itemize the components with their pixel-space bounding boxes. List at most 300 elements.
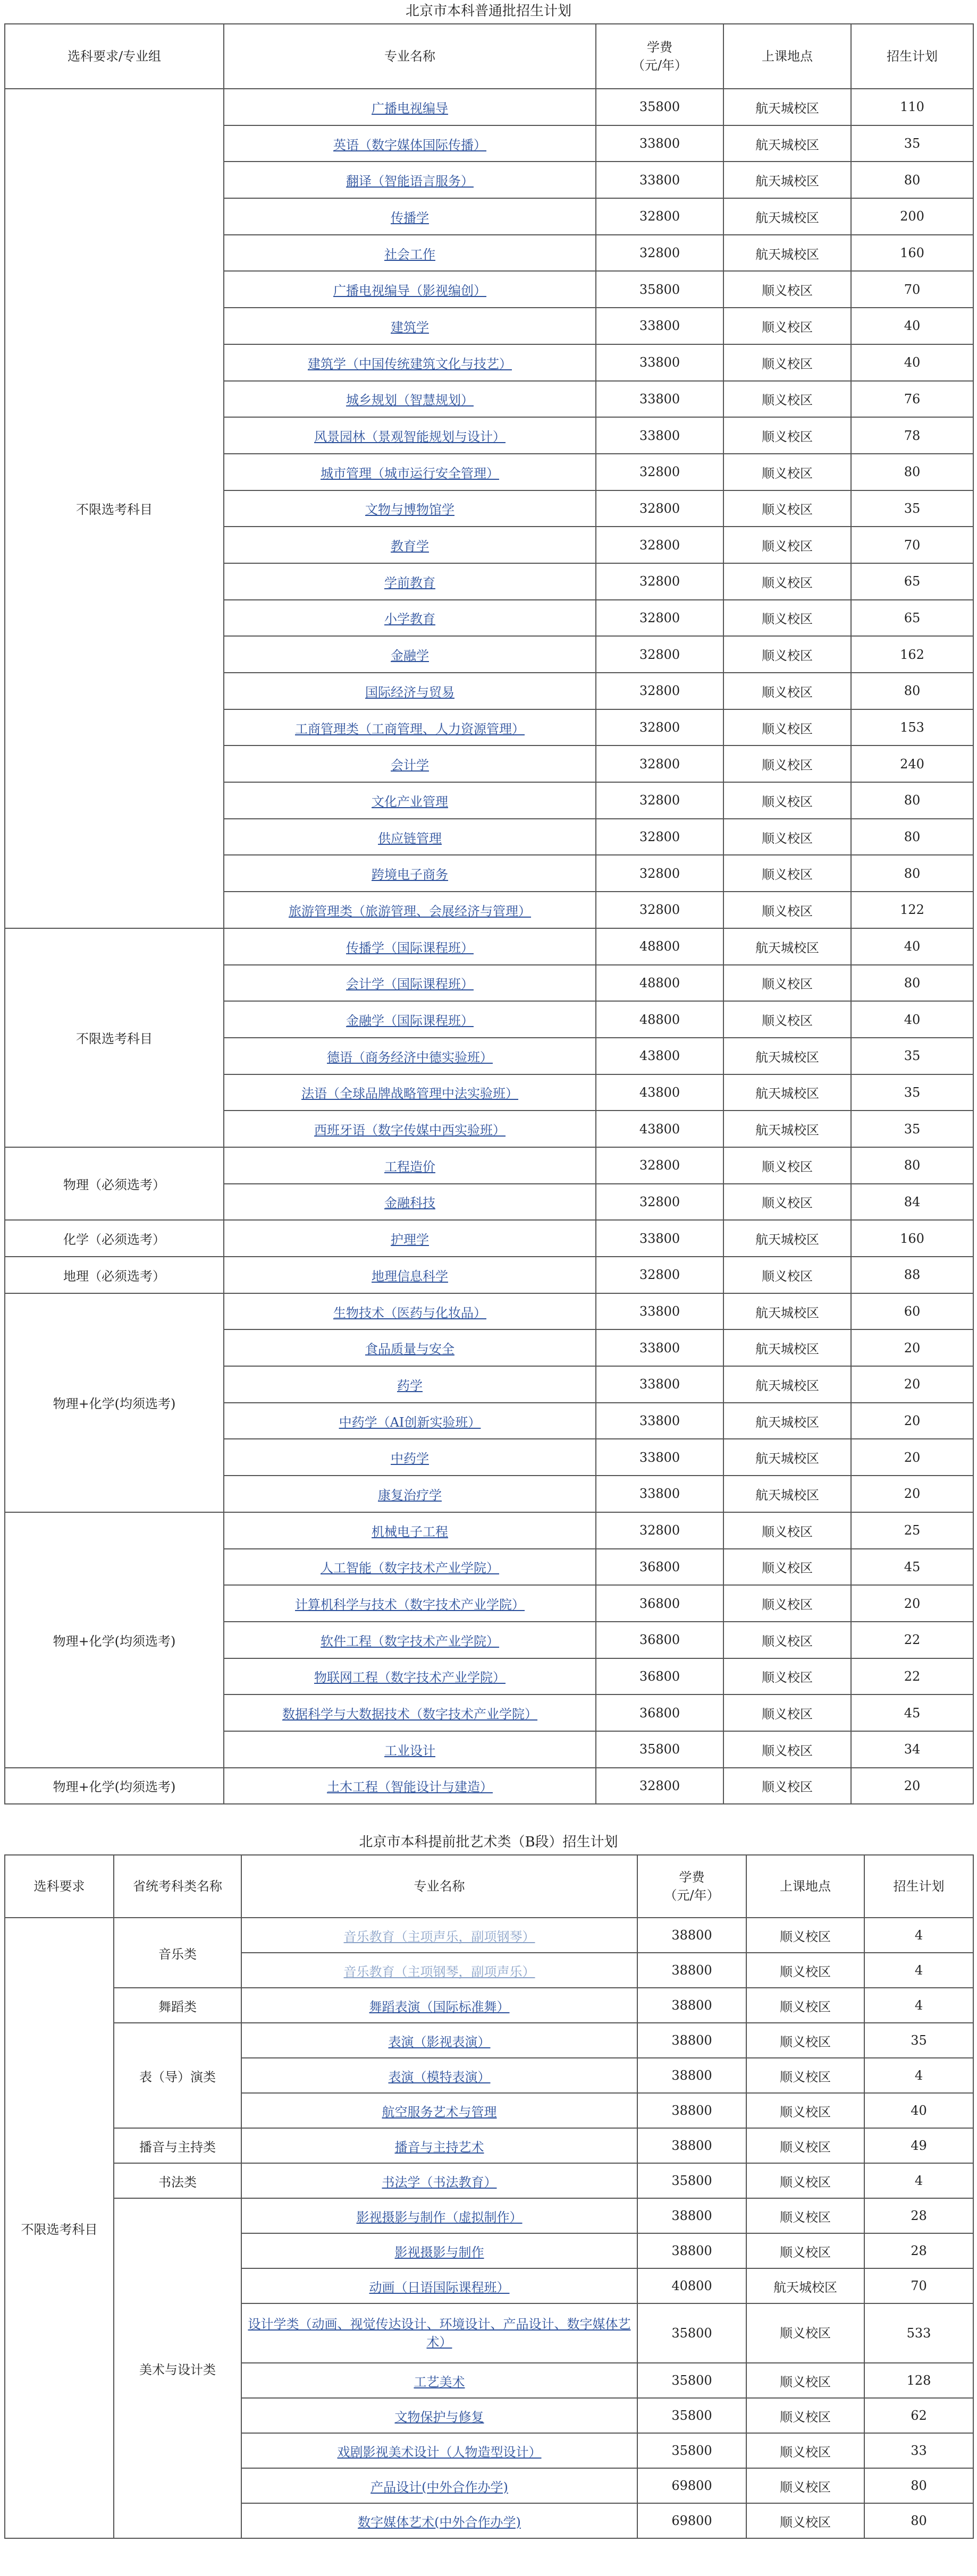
major-link[interactable]: 金融学: [391, 648, 429, 664]
major-link[interactable]: 物联网工程（数字技术产业学院）: [314, 1670, 506, 1685]
major-cell: [224, 1476, 596, 1512]
header-group: 选科要求/专业组: [5, 24, 224, 89]
major-link[interactable]: 小学教育: [384, 612, 435, 627]
campus-cell: 顺义校区: [746, 2433, 864, 2468]
plan-cell: 80: [851, 965, 973, 1002]
campus-cell: 顺义校区: [723, 892, 851, 928]
major-cell: [224, 454, 596, 490]
plan-cell: 62: [864, 2398, 973, 2433]
fee-cell: 33800: [596, 1476, 723, 1512]
plan-cell: 4: [864, 2163, 973, 2198]
major-link[interactable]: 书法学（书法教育）: [382, 2174, 497, 2190]
campus-cell: 顺义校区: [723, 673, 851, 709]
major-link[interactable]: 社会工作: [384, 247, 435, 262]
major-link[interactable]: 表演（影视表演）: [388, 2034, 491, 2049]
campus-cell: 顺义校区: [746, 1953, 864, 1988]
fee-cell: 35800: [637, 2163, 746, 2198]
plan-cell: 35: [851, 1074, 973, 1111]
table1-body: [5, 89, 973, 1804]
group-label: 不限选考科目: [5, 89, 224, 928]
major-cell: [241, 2233, 637, 2268]
header-fee-line1: 学费: [679, 1870, 705, 1885]
fee-cell: 32800: [596, 819, 723, 855]
major-link[interactable]: 供应链管理: [378, 831, 442, 846]
table-row: [5, 2023, 973, 2058]
major-cell: [224, 563, 596, 600]
fee-cell: 35800: [637, 2398, 746, 2433]
plan-cell: 4: [864, 1918, 973, 1953]
major-link[interactable]: 软件工程（数字技术产业学院）: [321, 1633, 499, 1649]
group-label: 地理（必须选考）: [5, 1257, 224, 1293]
campus-cell: 航天城校区: [723, 1366, 851, 1403]
fee-cell: 32800: [596, 1147, 723, 1184]
major-cell: [241, 2398, 637, 2433]
plan-cell: 122: [851, 892, 973, 928]
campus-cell: 顺义校区: [723, 745, 851, 782]
major-link[interactable]: 广播电视编导（影视编创）: [333, 283, 486, 299]
major-cell: [224, 1184, 596, 1221]
major-link[interactable]: 德语（商务经济中德实验班）: [327, 1049, 493, 1065]
fee-cell: 36800: [596, 1585, 723, 1622]
header-plan: 招生计划: [864, 1855, 973, 1918]
plan-cell: 45: [851, 1694, 973, 1731]
plan-cell: 80: [851, 855, 973, 892]
major-link[interactable]: 金融学（国际课程班）: [346, 1013, 474, 1029]
major-link[interactable]: 传播学: [391, 210, 429, 225]
table-row: [5, 1257, 973, 1293]
campus-cell: 顺义校区: [723, 636, 851, 673]
plan-cell: 40: [864, 2093, 973, 2128]
major-link[interactable]: 旅游管理类（旅游管理、会展经济与管理）: [289, 903, 531, 919]
major-cell: [224, 600, 596, 637]
major-link[interactable]: 食品质量与安全: [365, 1342, 454, 1357]
fee-cell: 32800: [596, 1184, 723, 1221]
major-cell: [224, 1512, 596, 1549]
major-link[interactable]: 地理信息科学: [372, 1268, 448, 1284]
campus-cell: 航天城校区: [723, 1111, 851, 1147]
major-link[interactable]: 会计学: [391, 758, 429, 773]
plan-cell: 4: [864, 1953, 973, 1988]
major-cell: [224, 892, 596, 928]
major-cell: [241, 2058, 637, 2093]
major-cell: [241, 1953, 637, 1988]
plan-cell: 35: [864, 2023, 973, 2058]
campus-cell: 顺义校区: [746, 2303, 864, 2363]
campus-cell: 顺义校区: [746, 1988, 864, 2023]
plan-cell: 70: [851, 271, 973, 308]
group-label: 物理+化学(均须选考): [5, 1768, 224, 1804]
campus-cell: 顺义校区: [723, 1622, 851, 1658]
major-link[interactable]: 音乐教育（主项钢琴，副项声乐）: [343, 1964, 535, 1979]
table2-header-row: [5, 1855, 973, 1918]
table-row: [5, 928, 973, 965]
campus-cell: 航天城校区: [723, 1476, 851, 1512]
major-link[interactable]: 设计学类（动画、视觉传达设计、环境设计、产品设计、数字媒体艺术）: [248, 2317, 631, 2350]
major-link[interactable]: 英语（数字媒体国际传播）: [333, 137, 486, 152]
major-link[interactable]: 金融科技: [384, 1196, 435, 1211]
major-link[interactable]: 机械电子工程: [372, 1524, 448, 1539]
major-cell: [224, 1366, 596, 1403]
plan-cell: 4: [864, 2058, 973, 2093]
fee-cell: 32800: [596, 527, 723, 563]
fee-cell: 32800: [596, 673, 723, 709]
plan-cell: 20: [851, 1403, 973, 1439]
major-cell: [224, 1439, 596, 1476]
major-link[interactable]: 文物保护与修复: [394, 2409, 484, 2425]
major-cell: [224, 709, 596, 746]
campus-cell: 顺义校区: [723, 527, 851, 563]
major-cell: [224, 1074, 596, 1111]
major-link[interactable]: 康复治疗学: [378, 1487, 442, 1503]
plan-cell: 78: [851, 417, 973, 454]
fee-cell: 33800: [596, 308, 723, 344]
major-link[interactable]: 人工智能（数字技术产业学院）: [321, 1561, 499, 1576]
header-major: 专业名称: [241, 1855, 637, 1918]
header-fee-line2: （元/年）: [631, 58, 688, 73]
major-cell: [224, 527, 596, 563]
campus-cell: 顺义校区: [723, 1694, 851, 1731]
fee-cell: 35800: [596, 1731, 723, 1768]
major-link[interactable]: 风景园林（景观智能规划与设计）: [314, 429, 506, 445]
major-cell: [224, 1329, 596, 1366]
fee-cell: 33800: [596, 344, 723, 381]
campus-cell: 航天城校区: [723, 198, 851, 235]
major-link[interactable]: 广播电视编导: [372, 100, 448, 116]
fee-cell: 38800: [637, 1988, 746, 2023]
major-cell: [224, 1001, 596, 1038]
general-admission-table: [4, 23, 974, 1804]
header-requirement: 选科要求: [5, 1855, 114, 1918]
campus-cell: 顺义校区: [723, 417, 851, 454]
major-cell: [224, 1257, 596, 1293]
major-link[interactable]: 计算机科学与技术（数字技术产业学院）: [295, 1597, 525, 1613]
fee-cell: 33800: [596, 1403, 723, 1439]
major-link[interactable]: 中药学（AI创新实验班）: [339, 1414, 481, 1430]
major-cell: [224, 1622, 596, 1658]
plan-cell: 35: [851, 490, 973, 527]
major-link[interactable]: 建筑学: [391, 319, 429, 335]
header-plan: 招生计划: [851, 24, 973, 89]
campus-cell: 顺义校区: [723, 1257, 851, 1293]
plan-cell: 60: [851, 1293, 973, 1330]
plan-cell: 84: [851, 1184, 973, 1221]
fee-cell: 43800: [596, 1074, 723, 1111]
fee-cell: 35800: [637, 2303, 746, 2363]
major-link[interactable]: 药学: [397, 1378, 423, 1393]
fee-cell: 32800: [596, 600, 723, 637]
major-link[interactable]: 音乐教育（主项声乐，副项钢琴）: [343, 1929, 535, 1944]
major-link[interactable]: 西班牙语（数字传媒中西实验班）: [314, 1123, 506, 1138]
campus-cell: 航天城校区: [723, 235, 851, 272]
major-link[interactable]: 表演（模特表演）: [388, 2069, 491, 2084]
header-fee-line1: 学费: [647, 40, 672, 55]
fee-cell: 48800: [596, 965, 723, 1002]
major-link[interactable]: 数字媒体艺术(中外合作办学): [358, 2514, 521, 2530]
campus-cell: 顺义校区: [746, 2023, 864, 2058]
fee-cell: 32800: [596, 892, 723, 928]
major-link[interactable]: 数据科学与大数据技术（数字技术产业学院）: [282, 1707, 537, 1722]
group-label: 化学（必须选考）: [5, 1220, 224, 1257]
fee-cell: 38800: [637, 2233, 746, 2268]
campus-cell: 航天城校区: [723, 1220, 851, 1257]
campus-cell: 顺义校区: [723, 1001, 851, 1038]
campus-cell: 顺义校区: [746, 2093, 864, 2128]
campus-cell: 顺义校区: [723, 271, 851, 308]
plan-cell: 65: [851, 563, 973, 600]
major-cell: [224, 1585, 596, 1622]
plan-cell: 80: [851, 673, 973, 709]
fee-cell: 43800: [596, 1038, 723, 1074]
fee-cell: 38800: [637, 1918, 746, 1953]
major-cell: [241, 2468, 637, 2503]
fee-cell: 48800: [596, 1001, 723, 1038]
plan-cell: 25: [851, 1512, 973, 1549]
plan-cell: 80: [851, 782, 973, 819]
major-cell: [224, 162, 596, 198]
header-fee: [596, 24, 723, 89]
major-link[interactable]: 传播学（国际课程班）: [346, 940, 474, 955]
header-major: 专业名称: [224, 24, 596, 89]
fee-cell: 40800: [637, 2268, 746, 2303]
major-link[interactable]: 舞蹈表演（国际标准舞）: [369, 1999, 510, 2014]
plan-cell: 40: [851, 308, 973, 344]
major-link[interactable]: 播音与主持艺术: [394, 2139, 484, 2155]
major-cell: [224, 1220, 596, 1257]
major-link[interactable]: 建筑学（中国传统建筑文化与技艺）: [308, 356, 512, 371]
plan-cell: 22: [851, 1658, 973, 1695]
major-cell: [224, 235, 596, 272]
plan-cell: 160: [851, 235, 973, 272]
campus-cell: 顺义校区: [723, 1512, 851, 1549]
plan-cell: 28: [864, 2198, 973, 2233]
major-cell: [224, 198, 596, 235]
header-campus: 上课地点: [723, 24, 851, 89]
major-link[interactable]: 戏剧影视美术设计（人物造型设计）: [337, 2444, 542, 2460]
campus-cell: 航天城校区: [723, 1403, 851, 1439]
major-cell: [224, 1768, 596, 1804]
major-link[interactable]: 翻译（智能语言服务）: [346, 174, 474, 189]
campus-cell: 顺义校区: [746, 2058, 864, 2093]
major-cell: [224, 1694, 596, 1731]
plan-cell: 128: [864, 2363, 973, 2398]
campus-cell: 航天城校区: [723, 1038, 851, 1074]
campus-cell: 航天城校区: [723, 162, 851, 198]
table1-header-row: [5, 24, 973, 89]
plan-cell: 88: [851, 1257, 973, 1293]
major-link[interactable]: 影视摄影与制作: [394, 2244, 484, 2260]
campus-cell: 顺义校区: [723, 563, 851, 600]
fee-cell: 32800: [596, 454, 723, 490]
fee-cell: 36800: [596, 1622, 723, 1658]
major-cell: [224, 381, 596, 418]
header-fee-line2: （元/年）: [664, 1888, 720, 1903]
major-cell: [241, 2363, 637, 2398]
plan-cell: 35: [851, 125, 973, 162]
plan-cell: 4: [864, 1988, 973, 2023]
campus-cell: 顺义校区: [723, 308, 851, 344]
plan-cell: 80: [864, 2468, 973, 2503]
category-cell: 书法类: [114, 2163, 241, 2198]
plan-cell: 20: [851, 1329, 973, 1366]
major-link[interactable]: 工业设计: [384, 1743, 435, 1758]
table-row: [5, 2128, 973, 2163]
plan-cell: 70: [851, 527, 973, 563]
header-campus: 上课地点: [746, 1855, 864, 1918]
major-cell: [224, 125, 596, 162]
campus-cell: 顺义校区: [723, 381, 851, 418]
fee-cell: 32800: [596, 198, 723, 235]
major-cell: [224, 928, 596, 965]
major-link[interactable]: 城乡规划（智慧规划）: [346, 393, 474, 408]
header-category: 省统考科类名称: [114, 1855, 241, 1918]
major-link[interactable]: 生物技术（医药与化妆品）: [333, 1305, 486, 1320]
fee-cell: 38800: [637, 2128, 746, 2163]
fee-cell: 33800: [596, 1439, 723, 1476]
fee-cell: 36800: [596, 1694, 723, 1731]
major-cell: [224, 417, 596, 454]
campus-cell: 顺义校区: [723, 1549, 851, 1586]
major-cell: [224, 271, 596, 308]
campus-cell: 顺义校区: [746, 1918, 864, 1953]
fee-cell: 36800: [596, 1658, 723, 1695]
fee-cell: 33800: [596, 1366, 723, 1403]
major-cell: [224, 1403, 596, 1439]
major-cell: [224, 965, 596, 1002]
plan-cell: 200: [851, 198, 973, 235]
plan-cell: 49: [864, 2128, 973, 2163]
major-cell: [241, 2023, 637, 2058]
major-cell: [224, 1549, 596, 1586]
major-cell: [224, 344, 596, 381]
campus-cell: 航天城校区: [723, 928, 851, 965]
major-cell: [224, 745, 596, 782]
plan-cell: 34: [851, 1731, 973, 1768]
fee-cell: 32800: [596, 1768, 723, 1804]
campus-cell: 顺义校区: [723, 344, 851, 381]
major-cell: [241, 2503, 637, 2538]
major-cell: [241, 2268, 637, 2303]
requirement-cell: 不限选考科目: [5, 1918, 114, 2538]
major-cell: [241, 2128, 637, 2163]
major-link[interactable]: 学前教育: [384, 575, 435, 590]
table-row: [5, 2163, 973, 2198]
plan-cell: 80: [864, 2503, 973, 2538]
major-link[interactable]: 影视摄影与制作（虚拟制作）: [356, 2209, 523, 2225]
major-link[interactable]: 城市管理（城市运行安全管理）: [321, 465, 499, 481]
art-admission-table: [4, 1854, 974, 2539]
major-link[interactable]: 教育学: [391, 539, 429, 554]
plan-cell: 80: [851, 1147, 973, 1184]
fee-cell: 35800: [596, 89, 723, 125]
campus-cell: 航天城校区: [723, 1439, 851, 1476]
major-cell: [224, 89, 596, 125]
fee-cell: 32800: [596, 745, 723, 782]
major-cell: [224, 490, 596, 527]
category-cell: 美术与设计类: [114, 2198, 241, 2538]
campus-cell: 顺义校区: [723, 1768, 851, 1804]
group-label: 不限选考科目: [5, 928, 224, 1147]
fee-cell: 32800: [596, 1257, 723, 1293]
major-link[interactable]: 工艺美术: [414, 2374, 465, 2389]
fee-cell: 38800: [637, 2093, 746, 2128]
major-link[interactable]: 动画（日语国际课程班）: [369, 2280, 510, 2295]
major-cell: [224, 1111, 596, 1147]
major-cell: [224, 636, 596, 673]
campus-cell: 顺义校区: [746, 2198, 864, 2233]
plan-cell: 35: [851, 1038, 973, 1074]
campus-cell: 顺义校区: [723, 600, 851, 637]
plan-cell: 110: [851, 89, 973, 125]
campus-cell: 顺义校区: [723, 709, 851, 746]
major-link[interactable]: 法语（全球品牌战略管理中法实验班）: [301, 1086, 518, 1101]
major-link[interactable]: 工程造价: [384, 1159, 435, 1174]
plan-cell: 80: [851, 819, 973, 855]
fee-cell: 38800: [637, 1953, 746, 1988]
major-link[interactable]: 跨境电子商务: [372, 867, 448, 883]
table1-title: 北京市本科普通批招生计划: [405, 3, 571, 19]
fee-cell: 69800: [637, 2503, 746, 2538]
major-link[interactable]: 文化产业管理: [372, 794, 448, 809]
campus-cell: 航天城校区: [723, 1074, 851, 1111]
plan-cell: 76: [851, 381, 973, 418]
plan-cell: 33: [864, 2433, 973, 2468]
major-cell: [224, 308, 596, 344]
fee-cell: 38800: [637, 2198, 746, 2233]
campus-cell: 航天城校区: [746, 2268, 864, 2303]
plan-cell: 35: [851, 1111, 973, 1147]
table-row: [5, 1293, 973, 1330]
plan-cell: 160: [851, 1220, 973, 1257]
major-link[interactable]: 航空服务艺术与管理: [382, 2104, 497, 2120]
major-cell: [224, 1147, 596, 1184]
campus-cell: 顺义校区: [723, 782, 851, 819]
campus-cell: 顺义校区: [746, 2468, 864, 2503]
plan-cell: 20: [851, 1439, 973, 1476]
fee-cell: 32800: [596, 563, 723, 600]
campus-cell: 顺义校区: [746, 2503, 864, 2538]
plan-cell: 20: [851, 1768, 973, 1804]
campus-cell: 顺义校区: [746, 2363, 864, 2398]
major-link[interactable]: 会计学（国际课程班）: [346, 977, 474, 992]
major-link[interactable]: 产品设计(中外合作办学): [370, 2479, 508, 2495]
campus-cell: 航天城校区: [723, 125, 851, 162]
major-link[interactable]: 国际经济与贸易: [365, 684, 454, 700]
major-cell: [224, 855, 596, 892]
category-cell: 播音与主持类: [114, 2128, 241, 2163]
fee-cell: 36800: [596, 1549, 723, 1586]
table-row: [5, 1988, 973, 2023]
major-link[interactable]: 中药学: [391, 1451, 429, 1467]
fee-cell: 32800: [596, 1512, 723, 1549]
group-label: 物理+化学(均须选考): [5, 1512, 224, 1768]
campus-cell: 顺义校区: [723, 1147, 851, 1184]
major-link[interactable]: 文物与博物馆学: [365, 502, 454, 518]
table-row: [5, 1512, 973, 1549]
category-cell: 音乐类: [114, 1918, 241, 1988]
fee-cell: 35800: [596, 271, 723, 308]
group-label: 物理（必须选考）: [5, 1147, 224, 1220]
campus-cell: 顺义校区: [723, 454, 851, 490]
fee-cell: 69800: [637, 2468, 746, 2503]
major-link[interactable]: 土木工程（智能设计与建造）: [327, 1780, 493, 1795]
fee-cell: 32800: [596, 782, 723, 819]
fee-cell: 32800: [596, 636, 723, 673]
fee-cell: 38800: [637, 2023, 746, 2058]
major-cell: [224, 1038, 596, 1074]
major-link[interactable]: 工商管理类（工商管理、人力资源管理）: [295, 721, 525, 736]
major-link[interactable]: 护理学: [391, 1232, 429, 1248]
fee-cell: 33800: [596, 162, 723, 198]
